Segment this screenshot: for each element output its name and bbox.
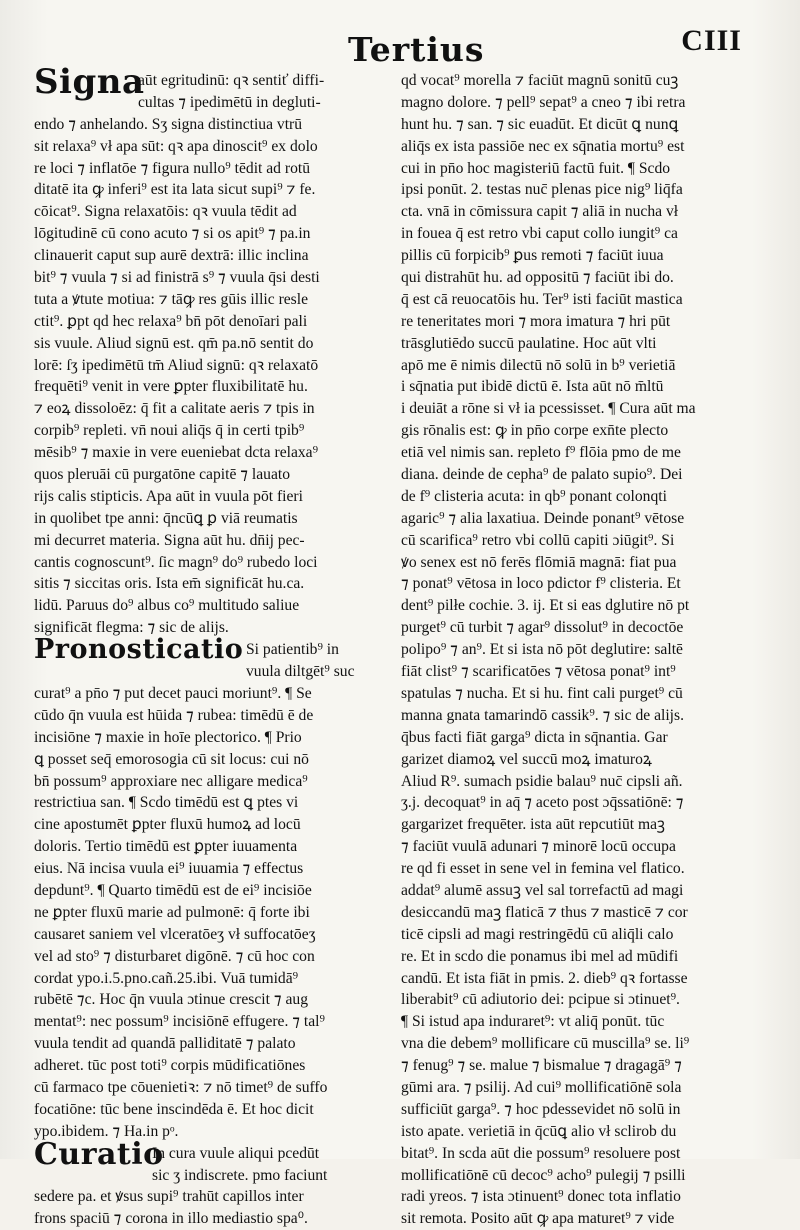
text-line: significāt flegma: ⁊ sic de alijs.	[34, 619, 229, 637]
heading-signa: Signa	[34, 62, 145, 102]
text-line: frequēti⁹ venit in vere ꝑpter fluxibilitatē hu.	[34, 378, 308, 396]
text-line: lōgitudinē cū cono acuto ⁊ si os apit⁹ ⁊ pa.in	[34, 225, 311, 243]
text-line: lidū. Paruus do⁹ albus co⁹ multitudo saliue	[34, 597, 300, 615]
text-line: frons spaciū ⁊ corona in illo mediastio spa⁰.	[34, 1210, 308, 1228]
text-line: ne ꝑpter fluxū marie ad pulmonē: q̄ forte ibi	[34, 903, 310, 921]
text-line: mollificatiōnē cū decoc⁹ acho⁹ pulegij ⁊ psilli	[401, 1166, 686, 1184]
text-line: ꝟo senex est nō ferēs flōmiā magnā: fiat pua	[401, 553, 677, 571]
text-line: garizet diamoꝝ vel succū moꝝ imaturoꝝ	[401, 750, 652, 768]
text-line: vuula diltgēt⁹ suc	[246, 663, 355, 681]
text-line: endo ⁊ anhelando. Sʒ signa distinctiua vtrū	[34, 115, 303, 133]
text-line: candū. Et ista fiāt in pmis. 2. dieb⁹ qꝛ fortasse	[401, 969, 688, 987]
text-line: isto apate. verietiā in q̄cūꝗ alio vł sclirob du	[401, 1122, 677, 1140]
text-line: magno dolore. ⁊ pell⁹ sepat⁹ a cneo ⁊ ibi retra	[401, 93, 686, 111]
text-line: gargarizet frequēter. ista aūt repcutiūt maꝫ	[401, 816, 665, 834]
text-line: sit relaxa⁹ vł apa sūt: qꝛ apa dinoscit⁹ ex dolo	[34, 137, 318, 155]
folio-number: CIII	[681, 24, 742, 57]
paragraph-signa-body	[34, 114, 390, 639]
text-line: trāsglutiēdo succū paulatine. Hoc aūt vlti	[401, 334, 657, 352]
section-pronosticatio	[34, 634, 390, 683]
text-line: i sq̄natia put ibidē dictū ē. Ista aūt nō m̄ltū	[401, 378, 664, 396]
text-line: gis rōnalis est: ꝙ in pn̄o corpe exn̄te plecto	[401, 422, 669, 440]
text-line: vuula tendit ad quandā palliditatē ⁊ palato	[34, 1035, 296, 1053]
text-line: cultas ⁊ ipedimētū in degluti-	[138, 93, 321, 111]
text-line: ditatē ita ꝙ inferi⁹ est ita lata sicut supi⁹ ⁊ fe.	[34, 181, 316, 199]
text-line: quos pleruāi cū purgatōne capitē ⁊ lauato	[34, 466, 291, 484]
text-line: bn̄ possum⁹ approxiare nec alligare medica⁹	[34, 772, 308, 790]
text-line: vna die debem⁹ mollificare cū muscilla⁹ se. li⁹	[401, 1035, 690, 1053]
text-line: cū farmaco tpe cōuenietiꝛ: ⁊ nō timet⁹ de suffo	[34, 1078, 328, 1096]
text-line: desiccandū maꝫ flaticā ⁊ thus ⁊ masticē ⁊ cor	[401, 903, 688, 921]
text-line: q̄bus facti fiāt garga⁹ dicta in sq̄nantia. Gar	[401, 728, 668, 746]
text-line: sufficiūt garga⁹. ⁊ hoc pdessevidet nō solū in	[401, 1100, 681, 1118]
text-line: sis vuule. Aliud signū est. qm̄ pa.nō sentit do	[34, 334, 314, 352]
text-line: aliq̄s ex ista passiōe nec ex sq̄natia mortu⁹ est	[401, 137, 685, 155]
text-line: ipsi ponūt. 2. testas nuc̄ plenas pice nig⁹ liq̄fa	[401, 181, 683, 199]
text-line: agaric⁹ ⁊ alia laxatiua. Deinde ponant⁹ vētose	[401, 509, 685, 527]
text-line: lorē: ſʒ ipedimētū tm̄ Aliud signū: qꝛ relaxatō	[34, 356, 319, 374]
text-line: ypo.ibidem. ⁊ Ha.in pᵒ.	[34, 1122, 179, 1140]
section-signa	[34, 62, 390, 114]
text-line: addat⁹ alumē assuꝫ vel sal torrefactū ad magi	[401, 881, 684, 899]
text-line: pillis cū forpicib⁹ ꝑus remoti ⁊ faciūt iuua	[401, 247, 664, 265]
text-line: causaret saniem vel vlceratōeʒ vł suffocatōeʒ	[34, 925, 316, 943]
text-line: cōicat⁹. Signa relaxatōis: qꝛ vuula tēdit ad	[34, 203, 297, 221]
text-line: Si patientib⁹ in	[246, 641, 339, 659]
text-line: in fouea q̄ est retro vbi caput collo iungit⁹ ca	[401, 225, 678, 243]
text-line: cū scarifica⁹ retro vbi collū capiti ɔiūgit⁹. Si	[401, 531, 675, 549]
text-line: purget⁹ cū turbit ⁊ agar⁹ dissolut⁹ in decoctōe	[401, 619, 684, 637]
text-line: mi decurret materia. Signa aūt hu. dn̄ij pec-	[34, 531, 305, 549]
text-line: curat⁹ a pn̄o ⁊ put decet pauci moriunt⁹. ¶ Se	[34, 684, 312, 702]
text-line: de f⁹ clisteria acuta: in qb⁹ ponant colonqti	[401, 487, 667, 505]
text-line: rijs calis stipticis. Apa aūt in vuula pōt fieri	[34, 487, 303, 505]
text-line: incisiōne ⁊ maxie in hoīe plectorico. ¶ Prio	[34, 728, 302, 746]
text-line: ¶ Si istud apa induraret⁹: vt aliq̄ ponūt. tūc	[401, 1013, 665, 1031]
text-line: sit remota. Posito aūt ꝙ apa maturet⁹ ⁊ vide	[401, 1210, 675, 1228]
running-head: Tertius	[348, 30, 485, 69]
text-line: i deuiāt a rōne si vł ia pcessisset. ¶ Cura aūt ma	[401, 400, 696, 418]
text-line: ʒ.j. decoquat⁹ in aq̄ ⁊ aceto post ɔq̄ssatiōnē: ⁊	[401, 794, 684, 812]
text-line: sitis ⁊ siccitas oris. Ista em̄ significāt hu.ca.	[34, 575, 305, 593]
text-line: cantis cognoscunt⁹. ſic magn⁹ do⁹ rubedo loci	[34, 553, 318, 571]
text-line: eius. Nā incisa vuula ei⁹ iuuamia ⁊ effectus	[34, 860, 304, 878]
text-line: aūt egritudinū: qꝛ sentiť diffi-	[138, 72, 325, 89]
text-line: cta. vnā in cōmissura capit ⁊ aliā in nucha vł	[401, 203, 679, 221]
text-line: spatulas ⁊ nucha. Et si hu. fint cali purget⁹ cū	[401, 684, 683, 702]
text-line: liberabit⁹ cū adiutorio dei: pcipue si ɔtinuet⁹.	[401, 991, 680, 1009]
text-line: bit⁹ ⁊ vuula ⁊ si ad finistrā s⁹ ⁊ vuula q̄si desti	[34, 269, 320, 287]
heading-curatio: Curatio	[34, 1136, 164, 1172]
text-line: re loci ⁊ inflatōe ⁊ figura nullo⁹ tēdit ad rotū	[34, 159, 310, 177]
text-line: etiā vel nimis san. repleto f⁹ flōia pmo de me	[401, 444, 681, 462]
text-line: dent⁹ pilłe cochie. 3. ij. Et si eas dglutire nō pt	[401, 597, 690, 615]
text-line: ⁊ eoꝝ dissoloēz: q̄ fit a calitate aeris ⁊ tpis in	[34, 400, 315, 418]
text-line: restrictiua san. ¶ Scdo timēdū est ꝗ ptes vi	[34, 794, 299, 812]
text-line: qui distrahūt hu. ad oppositū ⁊ faciūt ibi do.	[401, 269, 674, 287]
text-line: mentat⁹: nec possum⁹ incisiōnē effugere. ⁊ tal⁹	[34, 1013, 325, 1031]
text-line: gūmi ara. ⁊ psilij. Ad cui⁹ mollificatiōnē sola	[401, 1078, 682, 1096]
text-line: ticē cipsli ad magi restringēdū cū aliq̄li calo	[401, 925, 674, 943]
text-line: doloris. Tertio timēdū est ꝑpter iuuamenta	[34, 838, 298, 856]
text-line: sic ʒ indiscrete. pmo faciunt	[152, 1166, 328, 1184]
right-column	[401, 70, 773, 1230]
text-line: re teneritates mori ⁊ mora imatura ⁊ hri pūt	[401, 312, 671, 330]
text-line: ꝗ posset seq̄ emorosogia cū sit locus: cui nō	[34, 750, 309, 768]
text-line: bitat⁹. In scda aūt die possum⁹ resoluere post	[401, 1144, 681, 1162]
text-line: cui in pn̄o hoc magisteriū factū fuit. ¶ Scdo	[401, 159, 671, 177]
text-line: Aliud R⁹. sumach psidie balau⁹ nuc̄ cipsli añ.	[401, 772, 683, 790]
section-curatio	[34, 1136, 390, 1187]
text-line: adheret. tūc post toti⁹ corpis mūdificatiōnes	[34, 1057, 306, 1075]
text-line: In cura vuule aliqui pcedūt	[152, 1144, 320, 1162]
text-line: diana. deinde de cepha⁹ de palato supio⁹. Dei	[401, 466, 683, 484]
text-line: re. Et in scdo die ponamus ibi mel ad mūdifi	[401, 947, 679, 965]
text-line: tuta a ꝟtute motiua: ⁊ tāꝙ res gūis illic resle	[34, 290, 309, 308]
paragraph-pronosticatio-body	[34, 683, 390, 1143]
text-line: qd vocat⁹ morella ⁊ faciūt magnū sonitū cuꝫ	[401, 72, 679, 89]
text-line: cūdo q̄n vuula est hūida ⁊ rubea: timēdū ē de	[34, 706, 314, 724]
text-line: rubētē ⁊c. Hoc q̄n vuula ɔtinue crescit ⁊ aug	[34, 991, 308, 1009]
text-line: q̄ est cā reuocatōis hu. Ter⁹ isti faciūt mastica	[401, 290, 683, 308]
text-line: re qd fi esset in sene vel in femina vel flatico.	[401, 860, 685, 878]
paragraph-curatio-body	[34, 1186, 390, 1230]
text-line: ⁊ ponat⁹ vētosa in loco pdictor f⁹ clisteria. Et	[401, 575, 681, 593]
text-line: clinauerit caput sup aurē dextrā: illic inclina	[34, 247, 309, 265]
text-line: sedere pa. et ꝟsus supi⁹ trahūt capillos inter	[34, 1188, 304, 1206]
text-line: fiāt clist⁹ ⁊ scarificatōes ⁊ vētosa ponat⁹ int⁹	[401, 663, 676, 681]
text-line: manna gnata tamarindō cassik⁹. ⁊ sic de alijs.	[401, 706, 684, 724]
text-line: polipo⁹ ⁊ an⁹. Et si ista nō pōt deglutire: saltē	[401, 641, 683, 659]
text-line: mēsib⁹ ⁊ maxie in vere eueniebat dcta relaxa⁹	[34, 444, 319, 462]
text-line: cine apostumēt ꝑpter fluxū humoꝝ ad locū	[34, 816, 301, 834]
text-line: corpib⁹ repleti. vn̄ noui aliq̄s q̄ in certi tpib⁹	[34, 422, 305, 440]
text-line: depdunt⁹. ¶ Quarto timēdū est de ei⁹ incisiōe	[34, 881, 312, 899]
text-line: apō me ē nimis dilectū nō solū in b⁹ verietiā	[401, 356, 676, 374]
left-column	[34, 62, 390, 1230]
text-line: cordat ypo.i.5.pno.cañ.25.ibi. Vuā tumidā⁹	[34, 969, 299, 987]
text-line: ctit⁹. ꝑpt qd hec relaxa⁹ bn̄ pōt denoīari pali	[34, 312, 308, 330]
text-line: ⁊ faciūt vuulā adunari ⁊ minorē locū occupa	[401, 838, 676, 856]
text-line: radi yreos. ⁊ ista ɔtinuent⁹ donec tota inflatio	[401, 1188, 681, 1206]
heading-pronosticatio: Pronosticatio	[34, 634, 244, 666]
text-line: vel ad sto⁹ ⁊ disturbaret digōnē. ⁊ cū hoc con	[34, 947, 315, 965]
text-line: ⁊ fenug⁹ ⁊ se. malue ⁊ bismalue ⁊ dragagā⁹ ⁊	[401, 1057, 682, 1075]
text-line: hunt hu. ⁊ san. ⁊ sic euadūt. Et dicūt ꝗ nunꝗ	[401, 115, 679, 133]
text-line: focatiōne: tūc bene inscindēda ē. Et hoc dicit	[34, 1100, 314, 1118]
text-line: in quolibet tpe anni: q̄ncūꝗ ꝑ viā reumatis	[34, 509, 298, 527]
